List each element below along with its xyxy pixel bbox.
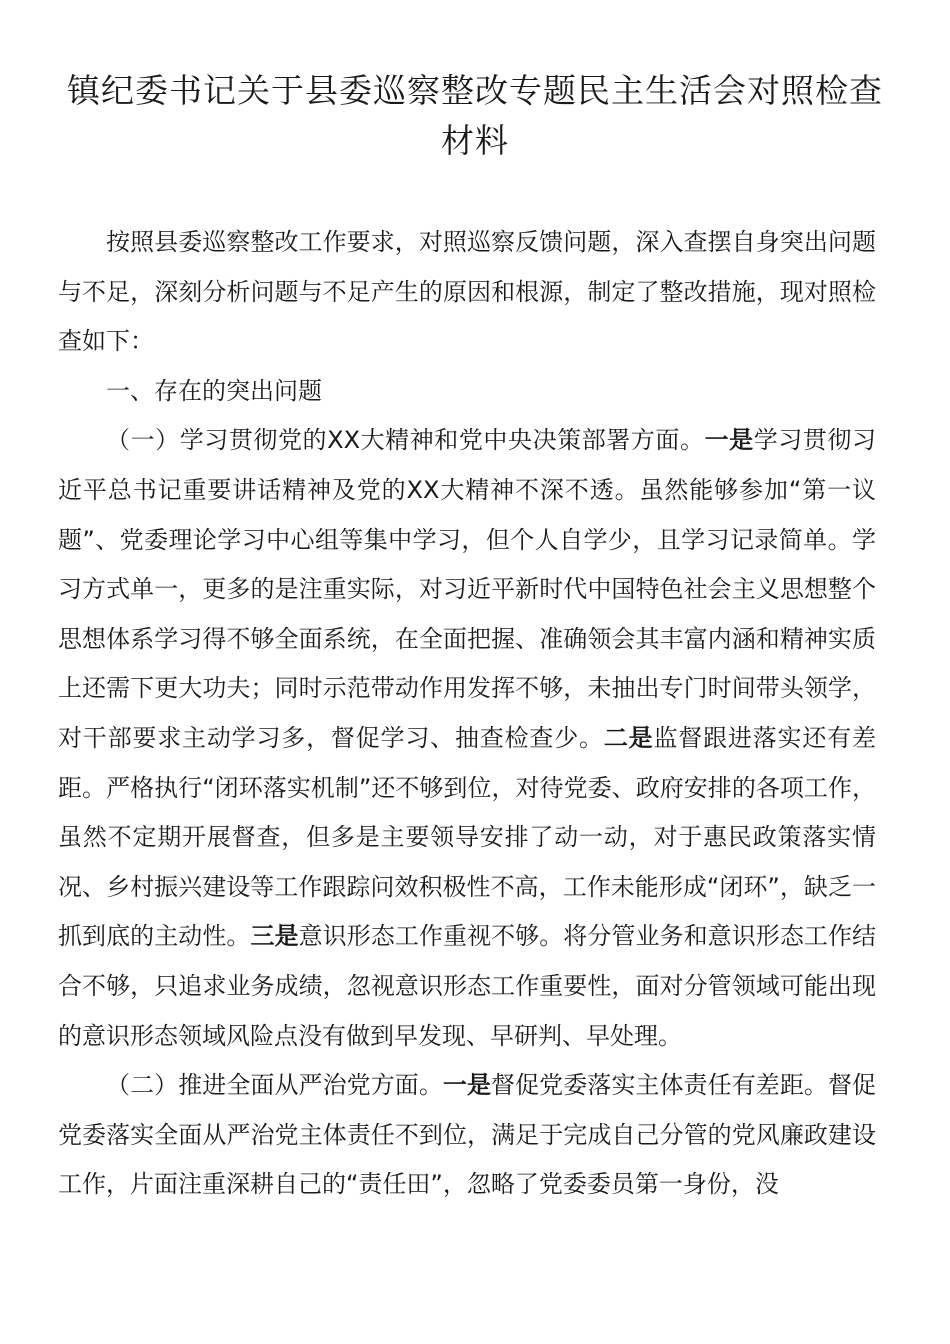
part-1-marker-3: 三是 [250, 922, 299, 951]
document-body [58, 218, 876, 1210]
section-heading: 一、存在的突出问题 [106, 376, 322, 405]
part-1-marker-1: 一是 [704, 426, 754, 455]
paragraph-part-2 [58, 1061, 876, 1210]
part-2-marker-1: 一是 [442, 1071, 492, 1100]
part-1-text-1: 学习贯彻习近平总书记重要讲话精神及党的XX大精神不深不透。虽然能够参加“第一议题”、党委理论学习中心组等集中学习，但个人自学少，且学习记录简单。学习方式单一，更多的是注重实际，对习近平新时代中国特色社会主义思想整个思想体系学习得不够全面系统，在全面把握、准确领会其丰富内涵和精神实质上还需下更大功夫；同时示范带动作用发挥不够，未抽出专门时间带头领学，对干部要求主动学习多，督促学习、抽查检查少。 [58, 426, 876, 752]
part-1-lead: （一）学习贯彻党的XX大精神和党中央决策部署方面。 [106, 426, 705, 455]
part-1-marker-2: 二是 [603, 723, 654, 752]
part-1-text-2: 监督跟进落实还有差距。严格执行“闭环落实机制”还不够到位，对待党委、政府安排的各项工作，虽然不定期开展督查，但多是主要领导安排了动一动，对于惠民政策落实情况、乡村振兴建设等工作跟踪问效积极性不高，工作未能形成“闭环”，缺乏一抓到底的主动性。 [58, 723, 876, 951]
part-2-lead: （二）推进全面从严治党方面。 [106, 1071, 443, 1100]
part-1-text-3: 意识形态工作重视不够。将分管业务和意识形态工作结合不够，只追求业务成绩，忽视意识形态工作重要性，面对分管领域可能出现的意识形态领域风险点没有做到早发现、早研判、早处理。 [58, 922, 877, 1050]
document-title: 镇纪委书记关于县委巡察整改专题民主生活会对照检查材料 [67, 71, 883, 160]
paragraph-part-1 [58, 416, 876, 1061]
part-2-text-1: 督促党委落实主体责任有差距。督促党委落实全面从严治党主体责任不到位，满足于完成自己分管的党风廉政建设工作，片面注重深耕自己的“责任田”，忽略了党委委员第一身份，没 [58, 1071, 877, 1199]
intro-paragraph: 按照县委巡察整改工作要求，对照巡察反馈问题，深入查摆自身突出问题与不足，深刻分析问题与不足产生的原因和根源，制定了整改措施，现对照检查如下： [58, 228, 876, 356]
